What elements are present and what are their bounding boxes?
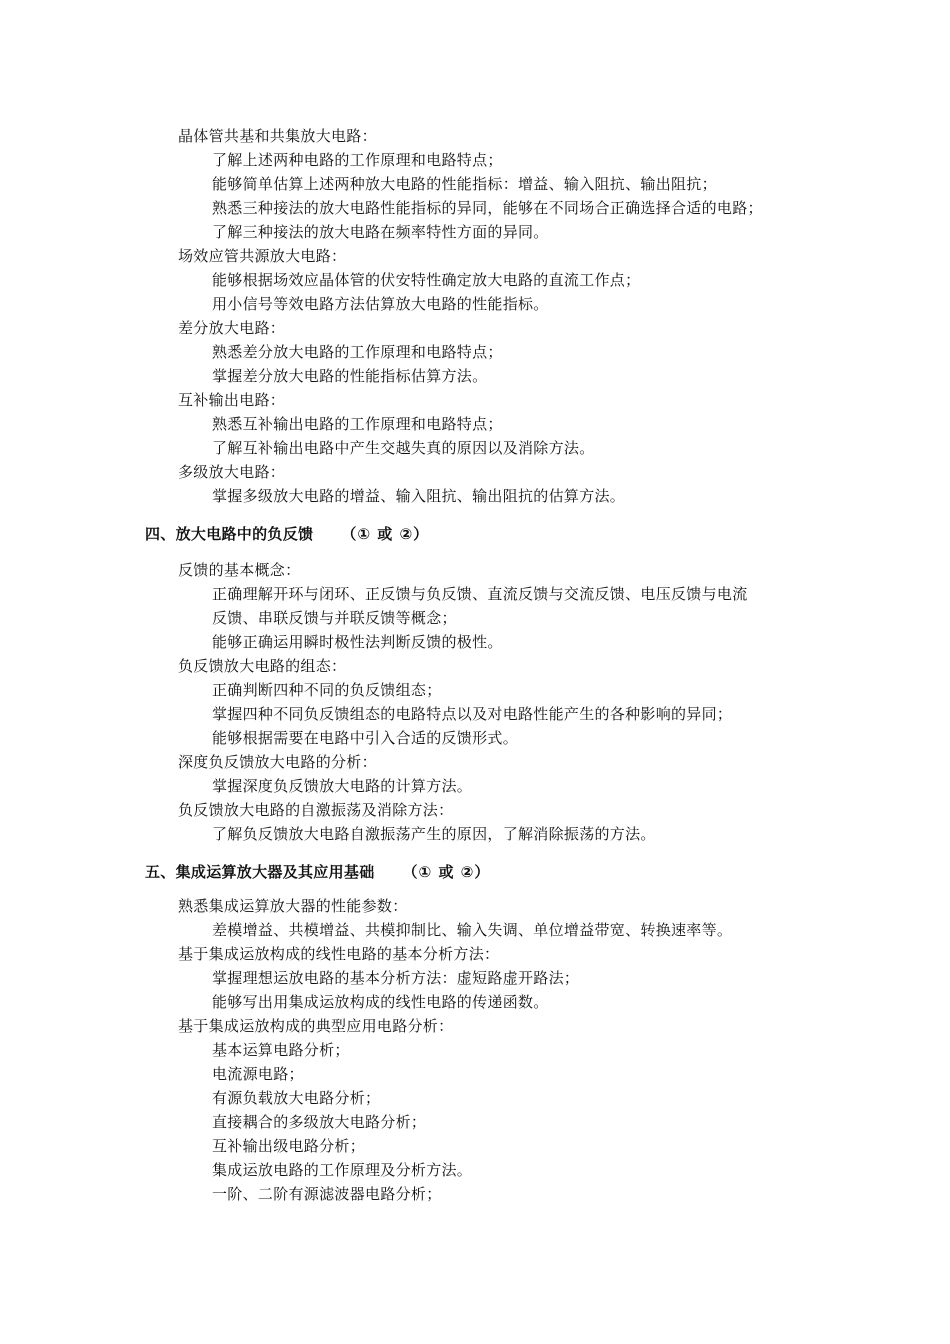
topic-item: 熟悉互补输出电路的工作原理和电路特点； xyxy=(212,415,503,433)
topic-item: 基本运算电路分析； xyxy=(212,1041,350,1059)
topic-item: 电流源电路； xyxy=(212,1065,304,1083)
topic-item: 差模增益、共模增益、共模抑制比、输入失调、单位增益带宽、转换速率等。 xyxy=(212,921,733,939)
topic-title-linear: 基于集成运放构成的线性电路的基本分析方法： xyxy=(178,945,500,963)
topic-item: 一阶、二阶有源滤波器电路分析； xyxy=(212,1185,442,1203)
topic-title-fet: 场效应管共源放大电路： xyxy=(178,247,347,265)
topic-item: 能够写出用集成运放构成的线性电路的传递函数。 xyxy=(212,993,549,1011)
topic-item: 反馈、串联反馈与并联反馈等概念； xyxy=(212,609,457,627)
topic-item: 能够根据需要在电路中引入合适的反馈形式。 xyxy=(212,729,519,747)
topic-title-multi: 多级放大电路： xyxy=(178,463,286,481)
level-mark: （① 或 ②） xyxy=(402,863,491,881)
topic-item: 了解互补输出电路中产生交越失真的原因以及消除方法。 xyxy=(212,439,595,457)
section-heading-text: 五、集成运算放大器及其应用基础 xyxy=(145,863,375,881)
topic-item: 用小信号等效电路方法估算放大电路的性能指标。 xyxy=(212,295,549,313)
topic-title-config: 负反馈放大电路的组态： xyxy=(178,657,347,675)
topic-item: 掌握差分放大电路的性能指标估算方法。 xyxy=(212,367,488,385)
topic-title-diff: 差分放大电路： xyxy=(178,319,286,337)
topic-item: 熟悉差分放大电路的工作原理和电路特点； xyxy=(212,343,503,361)
topic-item: 了解负反馈放大电路自激振荡产生的原因，了解消除振荡的方法。 xyxy=(212,825,656,843)
topic-item: 掌握四种不同负反馈组态的电路特点以及对电路性能产生的各种影响的异同； xyxy=(212,705,733,723)
topic-item: 有源负载放大电路分析； xyxy=(212,1089,381,1107)
topic-title-deep: 深度负反馈放大电路的分析： xyxy=(178,753,377,771)
topic-item: 能够正确运用瞬时极性法判断反馈的极性。 xyxy=(212,633,503,651)
topic-title-concept: 反馈的基本概念： xyxy=(178,561,301,579)
topic-item: 掌握深度负反馈放大电路的计算方法。 xyxy=(212,777,473,795)
topic-title-push: 互补输出电路： xyxy=(178,391,286,409)
topic-title-bjt: 晶体管共基和共集放大电路： xyxy=(178,127,377,145)
section-heading-5 xyxy=(145,862,490,882)
topic-item: 掌握多级放大电路的增益、输入阻抗、输出阻抗的估算方法。 xyxy=(212,487,626,505)
topic-title-params: 熟悉集成运算放大器的性能参数： xyxy=(178,897,408,915)
topic-item: 了解上述两种电路的工作原理和电路特点； xyxy=(212,151,503,169)
topic-title-apps: 基于集成运放构成的典型应用电路分析： xyxy=(178,1017,454,1035)
topic-item: 直接耦合的多级放大电路分析； xyxy=(212,1113,427,1131)
topic-item: 正确判断四种不同的负反馈组态； xyxy=(212,681,442,699)
topic-item: 互补输出级电路分析； xyxy=(212,1137,366,1155)
topic-item: 掌握理想运放电路的基本分析方法：虚短路虚开路法； xyxy=(212,969,580,987)
topic-item: 正确理解开环与闭环、正反馈与负反馈、直流反馈与交流反馈、电压反馈与电流 xyxy=(212,585,748,603)
topic-item: 了解三种接法的放大电路在频率特性方面的异同。 xyxy=(212,223,549,241)
topic-item: 集成运放电路的工作原理及分析方法。 xyxy=(212,1161,473,1179)
section-heading-text: 四、放大电路中的负反馈 xyxy=(145,525,314,543)
topic-item: 能够根据场效应晶体管的伏安特性确定放大电路的直流工作点； xyxy=(212,271,641,289)
level-mark: （① 或 ②） xyxy=(341,525,430,543)
topic-item: 熟悉三种接法的放大电路性能指标的异同，能够在不同场合正确选择合适的电路； xyxy=(212,199,763,217)
topic-title-osc: 负反馈放大电路的自激振荡及消除方法： xyxy=(178,801,454,819)
section-heading-4 xyxy=(145,524,429,544)
topic-item: 能够简单估算上述两种放大电路的性能指标：增益、输入阻抗、输出阻抗； xyxy=(212,175,717,193)
